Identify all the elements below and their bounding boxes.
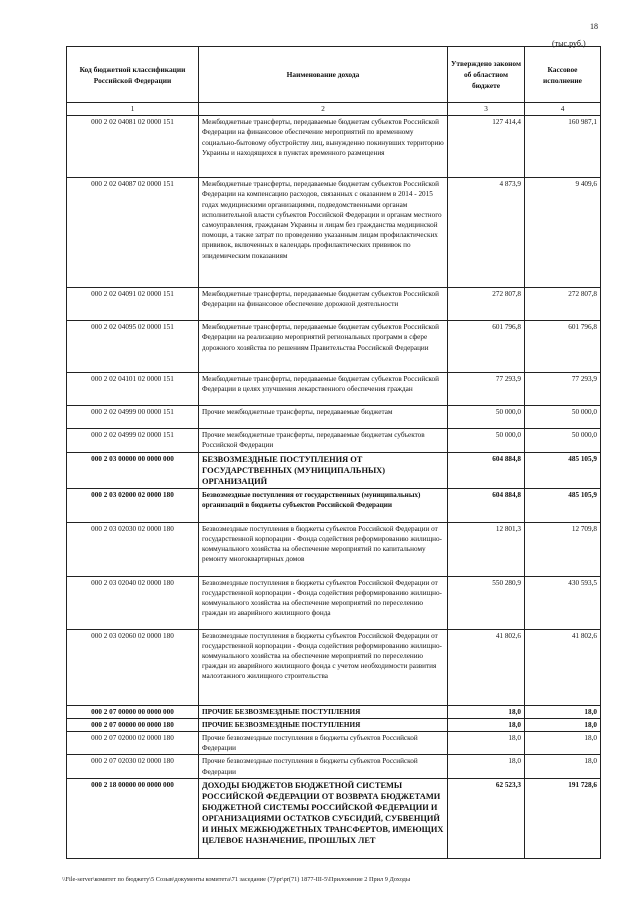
header-approved: Утверждено законом об областном бюджете (448, 47, 525, 103)
row-name: БЕЗВОЗМЕЗДНЫЕ ПОСТУПЛЕНИЯ ОТ ГОСУДАРСТВЕННЫХ (МУНИЦИПАЛЬНЫХ) ОРГАНИЗАЦИЙ (199, 452, 448, 488)
row-code: 000 2 03 02000 02 0000 180 (67, 488, 199, 522)
row-name: Безвозмездные поступления от государственных (муниципальных) организаций в бюджеты субъектов Российской Федерации (199, 488, 448, 522)
row-name: Межбюджетные трансферты, передаваемые бюджетам субъектов Российской Федерации на реализацию мероприятий региональных программ в сфере дорожного хозяйства по решениям Правительства Российской Федерации (199, 321, 448, 373)
row-name: Прочие безвозмездные поступления в бюджеты субъектов Российской Федерации (199, 732, 448, 755)
row-code: 000 2 02 04999 00 0000 151 (67, 406, 199, 429)
row-code: 000 2 02 04095 02 0000 151 (67, 321, 199, 373)
row-cash: 430 593,5 (525, 576, 601, 629)
table-row (67, 629, 601, 705)
row-approved: 18,0 (448, 718, 525, 731)
row-approved: 601 796,8 (448, 321, 525, 373)
table-row (67, 718, 601, 731)
row-code: 000 2 03 02040 02 0000 180 (67, 576, 199, 629)
row-name: ПРОЧИЕ БЕЗВОЗМЕЗДНЫЕ ПОСТУПЛЕНИЯ (199, 705, 448, 718)
row-code: 000 2 02 04091 02 0000 151 (67, 288, 199, 321)
row-code: 000 2 07 00000 00 0000 180 (67, 718, 199, 731)
row-name: ПРОЧИЕ БЕЗВОЗМЕЗДНЫЕ ПОСТУПЛЕНИЯ (199, 718, 448, 731)
table-row (67, 452, 601, 488)
row-approved: 41 802,6 (448, 629, 525, 705)
table-row (67, 522, 601, 576)
row-approved: 18,0 (448, 705, 525, 718)
row-name: Межбюджетные трансферты, передаваемые бюджетам субъектов Российской Федерации на финансовое обеспечение мероприятий по временному социально-бытовому обустройству лиц, вынужденно покинувших территорию Украины и находящихся в пунктах временного размещения (199, 116, 448, 178)
header-cash: Кассовое исполнение (525, 47, 601, 103)
row-approved: 4 873,9 (448, 178, 525, 288)
table-row (67, 373, 601, 406)
table-row (67, 576, 601, 629)
row-name: Безвозмездные поступления в бюджеты субъектов Российской Федерации от государственной корпорации - Фонда содействия реформированию жилищно-коммунального хозяйства на обеспечение мероприятий по капитальному ремонту многоквартирных домов (199, 522, 448, 576)
table-row (67, 778, 601, 858)
row-name: Межбюджетные трансферты, передаваемые бюджетам субъектов Российской Федерации на финансовое обеспечение дорожной деятельности (199, 288, 448, 321)
row-code: 000 2 07 02030 02 0000 180 (67, 755, 199, 778)
row-cash: 160 987,1 (525, 116, 601, 178)
header-name: Наименование дохода (199, 47, 448, 103)
row-approved: 12 801,3 (448, 522, 525, 576)
row-approved: 604 884,8 (448, 488, 525, 522)
row-cash: 18,0 (525, 705, 601, 718)
column-number: 1 (67, 103, 199, 116)
table-row (67, 288, 601, 321)
row-cash: 272 807,8 (525, 288, 601, 321)
row-name: Безвозмездные поступления в бюджеты субъектов Российской Федерации от государственной корпорации - Фонда содействия реформированию жилищно-коммунального хозяйства на обеспечение мероприятий по переселению граждан из аварийного жилищного фонда (199, 576, 448, 629)
table-row (67, 429, 601, 452)
row-cash: 485 105,9 (525, 488, 601, 522)
row-approved: 62 523,3 (448, 778, 525, 858)
row-cash: 41 802,6 (525, 629, 601, 705)
row-approved: 18,0 (448, 732, 525, 755)
row-code: 000 2 02 04081 02 0000 151 (67, 116, 199, 178)
row-code: 000 2 02 04101 02 0000 151 (67, 373, 199, 406)
row-cash: 191 728,6 (525, 778, 601, 858)
column-number: 4 (525, 103, 601, 116)
row-cash: 485 105,9 (525, 452, 601, 488)
row-approved: 50 000,0 (448, 406, 525, 429)
row-name: Прочие межбюджетные трансферты, передаваемые бюджетам (199, 406, 448, 429)
row-code: 000 2 03 00000 00 0000 000 (67, 452, 199, 488)
row-cash: 9 409,6 (525, 178, 601, 288)
row-approved: 77 293,9 (448, 373, 525, 406)
row-name: Безвозмездные поступления в бюджеты субъектов Российской Федерации от государственной корпорации - Фонда содействия реформированию жилищно-коммунального хозяйства на обеспечение мероприятий по переселению граждан из аварийного жилищного фонда с учетом необходимости развития малоэтажного жилищного строительства (199, 629, 448, 705)
row-code: 000 2 03 02060 02 0000 180 (67, 629, 199, 705)
table-row (67, 321, 601, 373)
row-name: Прочие безвозмездные поступления в бюджеты субъектов Российской Федерации (199, 755, 448, 778)
row-approved: 18,0 (448, 755, 525, 778)
column-number: 2 (199, 103, 448, 116)
table-row (67, 178, 601, 288)
page-number: 18 (590, 22, 598, 31)
column-number-row (67, 103, 601, 116)
row-approved: 50 000,0 (448, 429, 525, 452)
table-row (67, 406, 601, 429)
units-label: (тыс.руб.) (552, 39, 586, 48)
row-code: 000 2 07 00000 00 0000 000 (67, 705, 199, 718)
row-name: ДОХОДЫ БЮДЖЕТОВ БЮДЖЕТНОЙ СИСТЕМЫ РОССИЙСКОЙ ФЕДЕРАЦИИ ОТ ВОЗВРАТА БЮДЖЕТАМИ БЮДЖЕТНОЙ СИСТЕМЫ РОССИЙСКОЙ ФЕДЕРАЦИИ И ОРГАНИЗАЦИЯМИ ОСТАТКОВ СУБСИДИЙ, СУБВЕНЦИЙ И ИНЫХ МЕЖБЮДЖЕТНЫХ ТРАНСФЕРТОВ, ИМЕЮЩИХ ЦЕЛЕВОЕ НАЗНАЧЕНИЕ, ПРОШЛЫХ ЛЕТ (199, 778, 448, 858)
header-code: Код бюджетной классификации Российской Федерации (67, 47, 199, 103)
table-row (67, 116, 601, 178)
row-name: Межбюджетные трансферты, передаваемые бюджетам субъектов Российской Федерации в целях улучшения лекарственного обеспечения граждан (199, 373, 448, 406)
row-cash: 18,0 (525, 732, 601, 755)
row-cash: 12 709,8 (525, 522, 601, 576)
row-cash: 77 293,9 (525, 373, 601, 406)
footer-file-path: \\File-server\комитет по бюджету\5 Созыв\документы комитета\71 заседание (7)\pr\pr(71) 1877-III-5\Приложение 2 Прил 9 Доходы (62, 876, 411, 883)
table-row (67, 755, 601, 778)
row-name: Прочие межбюджетные трансферты, передаваемые бюджетам субъектов Российской Федерации (199, 429, 448, 452)
row-approved: 127 414,4 (448, 116, 525, 178)
row-code: 000 2 07 02000 02 0000 180 (67, 732, 199, 755)
table-header-row (67, 47, 601, 103)
row-cash: 50 000,0 (525, 406, 601, 429)
row-approved: 550 280,9 (448, 576, 525, 629)
table-row (67, 488, 601, 522)
row-cash: 18,0 (525, 718, 601, 731)
row-code: 000 2 02 04087 02 0000 151 (67, 178, 199, 288)
row-approved: 604 884,8 (448, 452, 525, 488)
column-number: 3 (448, 103, 525, 116)
table-row (67, 732, 601, 755)
row-cash: 50 000,0 (525, 429, 601, 452)
row-code: 000 2 02 04999 02 0000 151 (67, 429, 199, 452)
row-code: 000 2 03 02030 02 0000 180 (67, 522, 199, 576)
row-code: 000 2 18 00000 00 0000 000 (67, 778, 199, 858)
budget-income-table (66, 46, 601, 859)
row-cash: 18,0 (525, 755, 601, 778)
row-approved: 272 807,8 (448, 288, 525, 321)
row-cash: 601 796,8 (525, 321, 601, 373)
table-row (67, 705, 601, 718)
row-name: Межбюджетные трансферты, передаваемые бюджетам субъектов Российской Федерации на компенсацию расходов, связанных с оказанием в 2014 - 2015 годах медицинскими организациями, подведомственными органам исполнительной власти субъектов Российской Федерации и органам местного самоуправления, гражданам Украины и лицам без гражданства медицинской помощи, а также затрат по проведению указанным лицам профилактических прививок, включенных в календарь профилактических прививок по эпидемическим показаниям (199, 178, 448, 288)
